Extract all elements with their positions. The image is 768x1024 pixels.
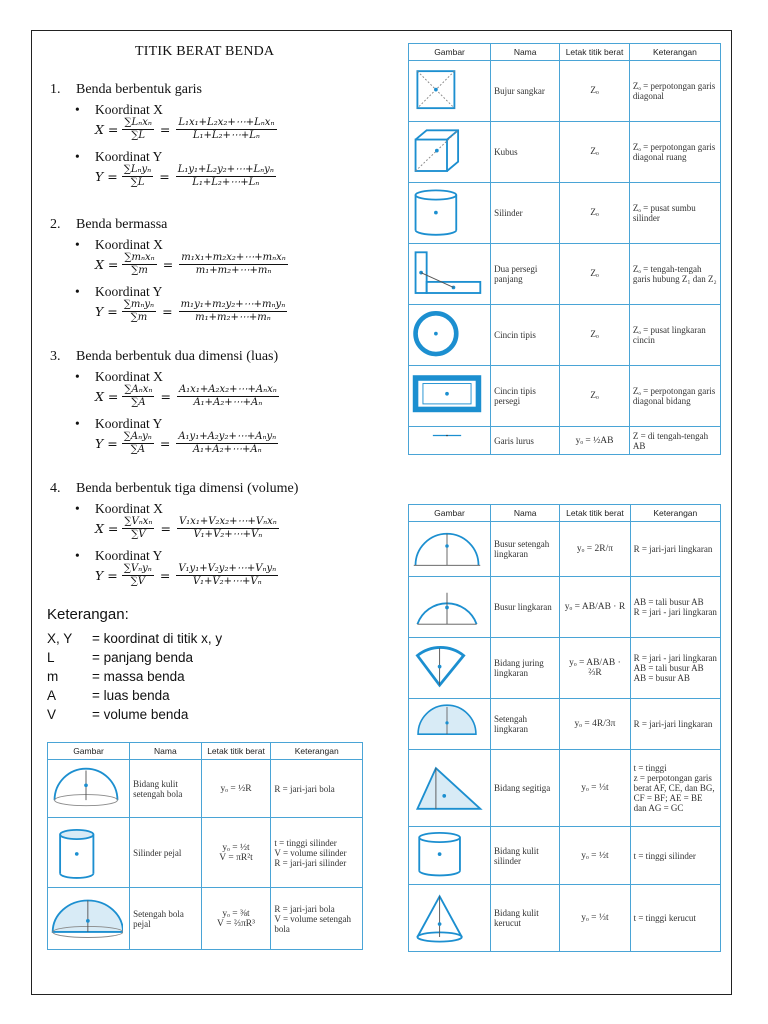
fraction-denominator: ∑L bbox=[130, 176, 145, 188]
fraction bbox=[176, 431, 278, 456]
name-cell: Busur lingkaran bbox=[491, 577, 560, 638]
name-cell: Bujur sangkar bbox=[491, 61, 560, 122]
fraction-denominator: ∑A bbox=[130, 443, 145, 455]
fraction-numerator: ∑mₙyₙ bbox=[123, 298, 155, 310]
description-cell: Zₒ = perpotongan garis diagonal bbox=[629, 61, 720, 122]
fraction bbox=[176, 164, 276, 189]
legend-symbol: L bbox=[47, 650, 55, 665]
position-cell: yₒ = 2R/π bbox=[560, 522, 630, 577]
formula-lhs: X = bbox=[95, 388, 119, 404]
name-cell: Setengah bola pejal bbox=[130, 888, 202, 950]
section-title: Benda bermassa bbox=[76, 217, 168, 232]
table-header: Gambar bbox=[409, 505, 491, 522]
fraction-denominator: A₁+A₂+⋯+Aₙ bbox=[192, 443, 262, 455]
figure-cell bbox=[48, 888, 130, 950]
figure-cell bbox=[409, 427, 491, 455]
table-header: Gambar bbox=[409, 44, 491, 61]
fraction bbox=[122, 299, 156, 324]
name-cell: Cincin tipis bbox=[491, 305, 560, 366]
section-title: Benda berbentuk tiga dimensi (volume) bbox=[76, 481, 299, 496]
page-title: TITIK BERAT BENDA bbox=[135, 44, 275, 59]
table-row bbox=[48, 818, 363, 888]
fraction-numerator: V₁y₁+V₂y₂+⋯+Vₙyₙ bbox=[178, 562, 277, 574]
sector-figure bbox=[410, 641, 484, 696]
fraction-numerator: ∑Lₙxₙ bbox=[124, 116, 152, 128]
fraction bbox=[176, 117, 276, 142]
equals-sign: = bbox=[159, 121, 171, 137]
hemisphere-shell-figure bbox=[49, 763, 123, 815]
figure-cell bbox=[409, 122, 491, 183]
thin-ring-figure bbox=[410, 308, 484, 363]
description-cell: Zₒ = perpotongan garis diagonal bidang bbox=[629, 366, 720, 427]
fraction-numerator: V₁x₁+V₂x₂+⋯+Vₙxₙ bbox=[178, 515, 277, 527]
name-cell: Kubus bbox=[491, 122, 560, 183]
formula bbox=[95, 297, 291, 325]
fraction-numerator: ∑Vₙyₙ bbox=[123, 562, 152, 574]
legend-row bbox=[47, 688, 170, 703]
position-cell: yₒ = ⅜t V = ⅔πR³ bbox=[201, 888, 271, 950]
triangle-figure bbox=[410, 753, 484, 824]
table-header: Letak titik berat bbox=[560, 505, 630, 522]
position-cell: Zₒ bbox=[560, 244, 630, 305]
position-cell: yₒ = AB/AB · R bbox=[560, 577, 630, 638]
fraction-numerator: ∑Aₙxₙ bbox=[124, 383, 153, 395]
fraction bbox=[122, 384, 154, 409]
semicircle-arc-figure bbox=[410, 525, 484, 574]
figure-cell bbox=[409, 61, 491, 122]
fraction-denominator: V₁+V₂+⋯+Vₙ bbox=[192, 575, 262, 587]
name-cell: Silinder pejal bbox=[130, 818, 202, 888]
section-number: 2. bbox=[50, 217, 61, 232]
legend-description: = volume benda bbox=[92, 707, 189, 722]
legend-row bbox=[47, 669, 185, 684]
section-number: 1. bbox=[50, 82, 61, 97]
description-cell: t = tinggi silinder V = volume silinder R = jari-jari silinder bbox=[271, 818, 363, 888]
position-cell: Zₒ bbox=[560, 366, 630, 427]
table-header: Nama bbox=[491, 44, 560, 61]
cylinder-shell-figure bbox=[410, 830, 484, 882]
table-row bbox=[409, 305, 721, 366]
table-bottom-right bbox=[408, 504, 721, 952]
table-row bbox=[409, 183, 721, 244]
formula bbox=[95, 382, 283, 410]
formula bbox=[95, 561, 282, 589]
fraction-numerator: ∑mₙxₙ bbox=[124, 251, 155, 263]
table-header: Nama bbox=[130, 743, 202, 760]
table-row bbox=[409, 427, 721, 455]
legend-symbol: V bbox=[47, 707, 57, 722]
fraction bbox=[122, 563, 154, 588]
fraction bbox=[122, 431, 154, 456]
coordinate-label: • Koordinat Y bbox=[75, 548, 162, 564]
section-number: 3. bbox=[50, 349, 61, 364]
description-cell: Zₒ = pusat sumbu silinder bbox=[629, 183, 720, 244]
straight-line-figure bbox=[410, 430, 484, 452]
table-header: Keterangan bbox=[629, 44, 720, 61]
name-cell: Dua persegi panjang bbox=[491, 244, 560, 305]
table-row bbox=[409, 885, 721, 952]
section-heading bbox=[50, 217, 167, 233]
fraction-denominator: L₁+L₂+⋯+Lₙ bbox=[192, 176, 260, 188]
fraction-denominator: m₁+m₂+⋯+mₙ bbox=[195, 311, 271, 323]
section-heading bbox=[50, 349, 278, 365]
table-header: Gambar bbox=[48, 743, 130, 760]
position-cell: yₒ = ½R bbox=[201, 760, 271, 818]
table-header: Keterangan bbox=[271, 743, 363, 760]
fraction-denominator: m₁+m₂+⋯+mₙ bbox=[195, 264, 272, 276]
name-cell: Setengah lingkaran bbox=[491, 699, 560, 750]
formula-lhs: X = bbox=[95, 520, 119, 536]
equals-sign: = bbox=[162, 256, 174, 272]
fraction-numerator: L₁x₁+L₂x₂+⋯+Lₙxₙ bbox=[178, 116, 275, 128]
name-cell: Bidang segitiga bbox=[491, 750, 560, 827]
name-cell: Cincin tipis persegi bbox=[491, 366, 560, 427]
coordinate-label: • Koordinat X bbox=[75, 501, 163, 517]
legend-symbol: X, Y bbox=[47, 631, 73, 646]
table-row bbox=[409, 699, 721, 750]
fraction-numerator: L₁y₁+L₂y₂+⋯+Lₙyₙ bbox=[177, 163, 274, 175]
position-cell: Zₒ bbox=[560, 305, 630, 366]
cube-figure bbox=[410, 125, 484, 180]
two-rectangles-figure bbox=[410, 247, 484, 302]
section-title: Benda berbentuk dua dimensi (luas) bbox=[76, 349, 279, 364]
fraction bbox=[122, 164, 154, 189]
table-row bbox=[409, 61, 721, 122]
position-cell: yₒ = 4R/3π bbox=[560, 699, 630, 750]
fraction bbox=[122, 516, 154, 541]
legend-row bbox=[47, 707, 188, 722]
legend-description: = luas benda bbox=[92, 688, 170, 703]
figure-cell bbox=[409, 827, 491, 885]
formula bbox=[95, 429, 282, 457]
formula-lhs: X = bbox=[95, 256, 119, 272]
fraction-numerator: ∑Aₙyₙ bbox=[123, 430, 152, 442]
description-cell: t = tinggi kerucut bbox=[630, 885, 720, 952]
table-header: Letak titik berat bbox=[201, 743, 271, 760]
solid-cylinder-figure bbox=[49, 821, 123, 885]
fraction-denominator: ∑m bbox=[130, 311, 148, 323]
formula bbox=[95, 250, 292, 278]
name-cell: Bidang kulit kerucut bbox=[491, 885, 560, 952]
fraction-denominator: ∑L bbox=[131, 129, 146, 141]
figure-cell bbox=[409, 638, 491, 699]
name-cell: Bidang kulit silinder bbox=[491, 827, 560, 885]
table-row bbox=[48, 888, 363, 950]
description-cell: t = tinggi z = perpotongan garis berat AF, CE, dan BG, CF = BF; AE = BE dan AG = GC bbox=[630, 750, 720, 827]
position-cell: yₒ = AB/AB · ⅔R bbox=[560, 638, 630, 699]
table-row bbox=[409, 244, 721, 305]
equals-sign: = bbox=[159, 168, 170, 184]
section-heading bbox=[50, 481, 298, 497]
formula-lhs: Y = bbox=[95, 303, 118, 319]
position-cell: Zₒ bbox=[560, 183, 630, 244]
position-cell: yₒ = ⅓t bbox=[560, 885, 630, 952]
name-cell: Bidang kulit setengah bola bbox=[130, 760, 202, 818]
fraction bbox=[176, 563, 278, 588]
fraction bbox=[179, 252, 288, 277]
legend-description: = panjang benda bbox=[92, 650, 193, 665]
fraction bbox=[122, 117, 154, 142]
fraction bbox=[122, 252, 156, 277]
figure-cell bbox=[409, 577, 491, 638]
coordinate-label: • Koordinat X bbox=[75, 369, 163, 385]
legend-symbol: A bbox=[47, 688, 57, 703]
circle-arc-figure bbox=[410, 580, 484, 635]
equals-sign: = bbox=[159, 567, 171, 583]
position-cell: yₒ = ½t bbox=[560, 827, 630, 885]
table-header: Letak titik berat bbox=[560, 44, 630, 61]
legend-row bbox=[47, 631, 222, 646]
fraction-denominator: ∑A bbox=[131, 396, 146, 408]
description-cell: Zₒ = perpotongan garis diagonal ruang bbox=[629, 122, 720, 183]
fraction-denominator: ∑m bbox=[131, 264, 148, 276]
fraction-denominator: V₁+V₂+⋯+Vₙ bbox=[193, 528, 263, 540]
formula-lhs: Y = bbox=[95, 567, 118, 583]
table-row bbox=[48, 760, 363, 818]
figure-cell bbox=[48, 818, 130, 888]
coordinate-label: • Koordinat X bbox=[75, 102, 163, 118]
coordinate-label: • Koordinat X bbox=[75, 237, 163, 253]
section-number: 4. bbox=[50, 481, 61, 496]
figure-cell bbox=[409, 750, 491, 827]
figure-cell bbox=[409, 244, 491, 305]
formula-lhs: Y = bbox=[95, 435, 118, 451]
fraction-denominator: ∑V bbox=[131, 528, 146, 540]
figure-cell bbox=[409, 183, 491, 244]
position-cell: Zₒ bbox=[560, 61, 630, 122]
legend-symbol: m bbox=[47, 669, 59, 684]
fraction bbox=[177, 516, 279, 541]
section-heading bbox=[50, 82, 202, 98]
table-top-right bbox=[408, 43, 721, 455]
coordinate-label: • Koordinat Y bbox=[75, 416, 162, 432]
description-cell: R = jari-jari bola bbox=[271, 760, 363, 818]
figure-cell bbox=[409, 305, 491, 366]
table-row bbox=[409, 122, 721, 183]
fraction-denominator: ∑V bbox=[130, 575, 145, 587]
description-cell: t = tinggi silinder bbox=[630, 827, 720, 885]
fraction bbox=[179, 299, 288, 324]
half-disc-figure bbox=[410, 702, 484, 747]
table-row bbox=[409, 638, 721, 699]
figure-cell bbox=[48, 760, 130, 818]
fraction-numerator: m₁x₁+m₂x₂+⋯+mₙxₙ bbox=[181, 251, 286, 263]
table-row bbox=[409, 827, 721, 885]
formula bbox=[95, 514, 283, 542]
figure-cell bbox=[409, 699, 491, 750]
section-title: Benda berbentuk garis bbox=[76, 82, 202, 97]
formula-lhs: X = bbox=[95, 121, 119, 137]
position-cell: Zₒ bbox=[560, 122, 630, 183]
position-cell: yₒ = ⅓t bbox=[560, 750, 630, 827]
legend-row bbox=[47, 650, 193, 665]
coordinate-label: • Koordinat Y bbox=[75, 284, 162, 300]
formula bbox=[95, 115, 281, 143]
table-row bbox=[409, 366, 721, 427]
fraction-numerator: A₁x₁+A₂x₂+⋯+Aₙxₙ bbox=[178, 383, 277, 395]
legend-description: = koordinat di titik x, y bbox=[92, 631, 223, 646]
formula bbox=[95, 162, 280, 190]
table-header: Keterangan bbox=[630, 505, 720, 522]
description-cell: Zₒ = pusat lingkaran cincin bbox=[629, 305, 720, 366]
description-cell: R = jari - jari lingkaran AB = tali busur AB AB = busur AB bbox=[630, 638, 720, 699]
cylinder-figure bbox=[410, 186, 484, 241]
equals-sign: = bbox=[162, 303, 173, 319]
square-ring-figure bbox=[410, 369, 484, 424]
table-header: Nama bbox=[491, 505, 560, 522]
figure-cell bbox=[409, 885, 491, 952]
coordinate-label: • Koordinat Y bbox=[75, 149, 162, 165]
figure-cell bbox=[409, 522, 491, 577]
description-cell: AB = tali busur AB R = jari - jari lingkaran bbox=[630, 577, 720, 638]
fraction bbox=[177, 384, 279, 409]
square-figure bbox=[410, 64, 484, 119]
name-cell: Garis lurus bbox=[491, 427, 560, 455]
fraction-denominator: L₁+L₂+⋯+Lₙ bbox=[192, 129, 260, 141]
formula-lhs: Y = bbox=[95, 168, 118, 184]
equals-sign: = bbox=[159, 435, 171, 451]
position-cell: yₒ = ½t V = πR²t bbox=[201, 818, 271, 888]
figure-cell bbox=[409, 366, 491, 427]
description-cell: Zₒ = tengah-tengah garis hubung Z₁ dan Z₂ bbox=[629, 244, 720, 305]
fraction-numerator: ∑Vₙxₙ bbox=[124, 515, 153, 527]
name-cell: Silinder bbox=[491, 183, 560, 244]
table-row bbox=[409, 750, 721, 827]
table-bottom-left bbox=[47, 742, 363, 950]
description-cell: Z = di tengah-tengah AB bbox=[629, 427, 720, 455]
legend-description: = massa benda bbox=[92, 669, 185, 684]
description-cell: R = jari-jari lingkaran bbox=[630, 522, 720, 577]
description-cell: R = jari-jari bola V = volume setengah bola bbox=[271, 888, 363, 950]
keterangan-title: Keterangan: bbox=[47, 606, 129, 623]
fraction-numerator: A₁y₁+A₂y₂+⋯+Aₙyₙ bbox=[178, 430, 277, 442]
equals-sign: = bbox=[160, 388, 171, 404]
fraction-numerator: ∑Lₙyₙ bbox=[123, 163, 152, 175]
description-cell: R = jari-jari lingkaran bbox=[630, 699, 720, 750]
table-row bbox=[409, 577, 721, 638]
position-cell: yₒ = ½AB bbox=[560, 427, 630, 455]
equals-sign: = bbox=[160, 520, 171, 536]
cone-shell-figure bbox=[410, 888, 484, 949]
solid-hemisphere-figure bbox=[49, 891, 123, 947]
name-cell: Busur setengah lingkaran bbox=[491, 522, 560, 577]
fraction-numerator: m₁y₁+m₂y₂+⋯+mₙyₙ bbox=[180, 298, 286, 310]
table-row bbox=[409, 522, 721, 577]
name-cell: Bidang juring lingkaran bbox=[491, 638, 560, 699]
fraction-denominator: A₁+A₂+⋯+Aₙ bbox=[193, 396, 263, 408]
